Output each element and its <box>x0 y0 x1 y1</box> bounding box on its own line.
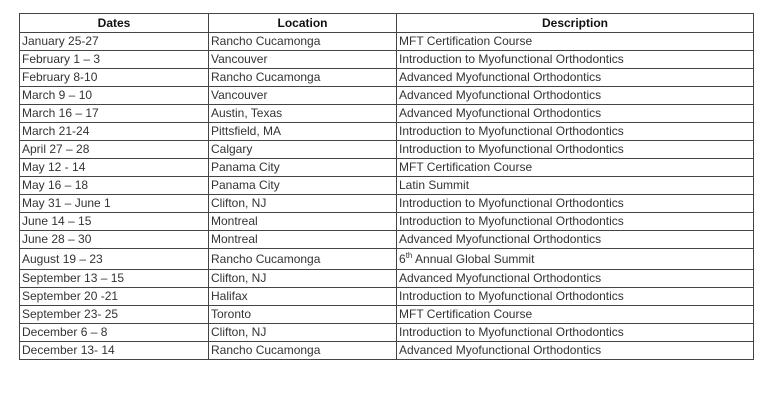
cell-description: Advanced Myofunctional Orthodontics <box>397 270 754 288</box>
cell-date: May 12 - 14 <box>20 159 209 177</box>
cell-description: MFT Certification Course <box>397 306 754 324</box>
table-row <box>20 33 754 51</box>
cell-description: Introduction to Myofunctional Orthodontics <box>397 123 754 141</box>
cell-date: February 1 – 3 <box>20 51 209 69</box>
table-row <box>20 249 754 270</box>
cell-location: Halifax <box>209 288 397 306</box>
cell-date: September 13 – 15 <box>20 270 209 288</box>
cell-location: Clifton, NJ <box>209 324 397 342</box>
cell-location: Rancho Cucamonga <box>209 342 397 360</box>
table-row <box>20 123 754 141</box>
table-row <box>20 342 754 360</box>
cell-location: Montreal <box>209 213 397 231</box>
cell-date: February 8-10 <box>20 69 209 87</box>
cell-description: Advanced Myofunctional Orthodontics <box>397 105 754 123</box>
cell-description: Introduction to Myofunctional Orthodontics <box>397 288 754 306</box>
cell-location: Clifton, NJ <box>209 195 397 213</box>
cell-location: Vancouver <box>209 51 397 69</box>
cell-location: Austin, Texas <box>209 105 397 123</box>
cell-location: Rancho Cucamonga <box>209 249 397 270</box>
table-row <box>20 270 754 288</box>
cell-description: Introduction to Myofunctional Orthodontics <box>397 324 754 342</box>
cell-location: Rancho Cucamonga <box>209 33 397 51</box>
cell-date: September 20 -21 <box>20 288 209 306</box>
schedule-table <box>19 13 754 360</box>
table-row <box>20 288 754 306</box>
table-row <box>20 231 754 249</box>
cell-location: Pittsfield, MA <box>209 123 397 141</box>
cell-description: Advanced Myofunctional Orthodontics <box>397 87 754 105</box>
table-row <box>20 69 754 87</box>
cell-description: Introduction to Myofunctional Orthodontics <box>397 213 754 231</box>
cell-date: April 27 – 28 <box>20 141 209 159</box>
cell-description: Advanced Myofunctional Orthodontics <box>397 231 754 249</box>
cell-description: Introduction to Myofunctional Orthodontics <box>397 141 754 159</box>
table-header-row <box>20 14 754 33</box>
cell-date: December 13- 14 <box>20 342 209 360</box>
cell-date: March 21-24 <box>20 123 209 141</box>
schedule-table-container <box>19 13 754 360</box>
cell-location: Calgary <box>209 141 397 159</box>
cell-description: MFT Certification Course <box>397 33 754 51</box>
cell-location: Panama City <box>209 177 397 195</box>
header-location: Location <box>209 14 397 33</box>
cell-date: June 14 – 15 <box>20 213 209 231</box>
cell-location: Rancho Cucamonga <box>209 69 397 87</box>
cell-date: September 23- 25 <box>20 306 209 324</box>
cell-location: Montreal <box>209 231 397 249</box>
table-row <box>20 141 754 159</box>
header-description: Description <box>397 14 754 33</box>
table-row <box>20 306 754 324</box>
cell-location: Vancouver <box>209 87 397 105</box>
cell-date: August 19 – 23 <box>20 249 209 270</box>
cell-location: Panama City <box>209 159 397 177</box>
table-row <box>20 105 754 123</box>
table-row <box>20 51 754 69</box>
table-row <box>20 159 754 177</box>
description-ordinal-number: 6 <box>399 252 406 266</box>
cell-description: Introduction to Myofunctional Orthodontics <box>397 51 754 69</box>
description-rest: Annual Global Summit <box>412 252 535 266</box>
cell-description: Advanced Myofunctional Orthodontics <box>397 69 754 87</box>
cell-description: Latin Summit <box>397 177 754 195</box>
description-ordinal-suffix: th <box>405 251 413 260</box>
table-row <box>20 87 754 105</box>
header-dates: Dates <box>20 14 209 33</box>
table-row <box>20 195 754 213</box>
cell-date: May 16 – 18 <box>20 177 209 195</box>
cell-location: Clifton, NJ <box>209 270 397 288</box>
cell-date: December 6 – 8 <box>20 324 209 342</box>
table-row <box>20 324 754 342</box>
cell-date: March 9 – 10 <box>20 87 209 105</box>
cell-description <box>397 249 754 270</box>
cell-description: Advanced Myofunctional Orthodontics <box>397 342 754 360</box>
cell-description: Introduction to Myofunctional Orthodontics <box>397 195 754 213</box>
cell-date: June 28 – 30 <box>20 231 209 249</box>
cell-date: March 16 – 17 <box>20 105 209 123</box>
cell-location: Toronto <box>209 306 397 324</box>
cell-description: MFT Certification Course <box>397 159 754 177</box>
table-row <box>20 177 754 195</box>
cell-date: January 25-27 <box>20 33 209 51</box>
table-row <box>20 213 754 231</box>
cell-date: May 31 – June 1 <box>20 195 209 213</box>
